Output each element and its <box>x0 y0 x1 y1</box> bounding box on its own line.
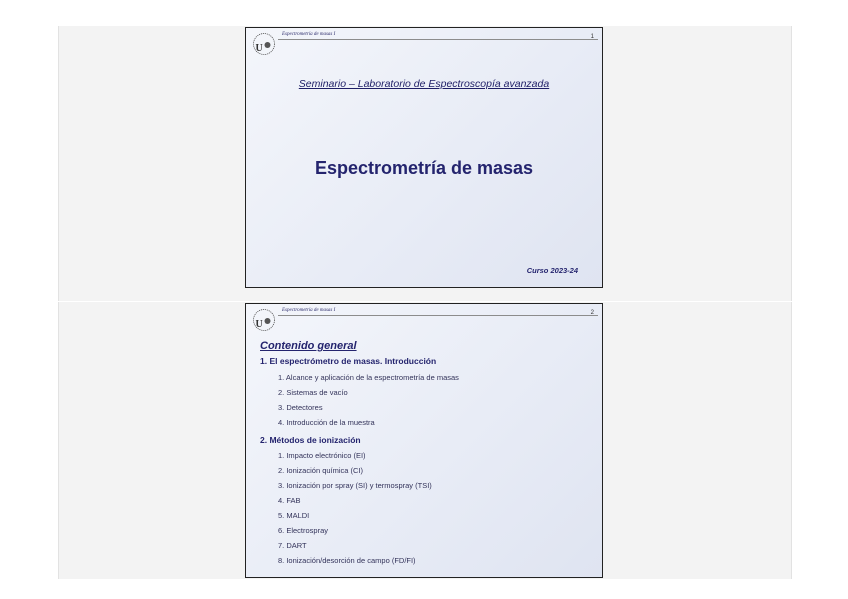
slide-header <box>252 308 596 330</box>
list-item: 6. Electrospray <box>278 526 329 535</box>
page-number: 1 <box>590 34 594 40</box>
list-item: 7. DART <box>278 541 307 550</box>
contents-heading: Contenido general <box>260 340 357 352</box>
list-item: 5. MALDI <box>278 511 310 520</box>
list-item: 4. FAB <box>278 496 301 505</box>
svg-text:U: U <box>255 319 263 330</box>
list-item: 2. Sistemas de vacío <box>278 388 348 397</box>
slide-header <box>252 32 596 54</box>
section-title: 2. Métodos de ionización <box>260 435 361 445</box>
slide-panel-1 <box>58 26 792 301</box>
list-item: 1. Alcance y aplicación de la espectrometría de masas <box>278 373 459 382</box>
list-item: 2. Ionización química (CI) <box>278 466 364 475</box>
list-item: 3. Detectores <box>278 403 323 412</box>
section-title: 1. El espectrómetro de masas. Introducción <box>260 356 437 366</box>
header-title: Espectrometría de masas I <box>282 308 336 313</box>
list-item: 4. Introducción de la muestra <box>278 418 375 427</box>
university-logo-icon <box>252 308 276 332</box>
header-divider <box>278 39 598 40</box>
slide-title: Espectrometría de masas <box>314 158 534 178</box>
slide-2[interactable] <box>245 303 603 578</box>
slide-panel-2 <box>58 302 792 579</box>
course-label: Curso 2023-24 <box>526 266 578 275</box>
seminar-subtitle: Seminario – Laboratorio de Espectroscopía avanzada <box>298 78 550 90</box>
slide-1[interactable] <box>245 27 603 288</box>
header-title: Espectrometría de masas I <box>282 32 336 37</box>
list-item: 3. Ionización por spray (SI) y termospray (TSI) <box>278 481 432 490</box>
list-item: 1. Impacto electrónico (EI) <box>278 451 366 460</box>
header-divider <box>278 315 598 316</box>
svg-text:U: U <box>255 43 263 54</box>
page-number: 2 <box>590 310 594 316</box>
university-logo-icon <box>252 32 276 56</box>
list-item: 8. Ionización/desorción de campo (FD/FI) <box>278 556 416 565</box>
